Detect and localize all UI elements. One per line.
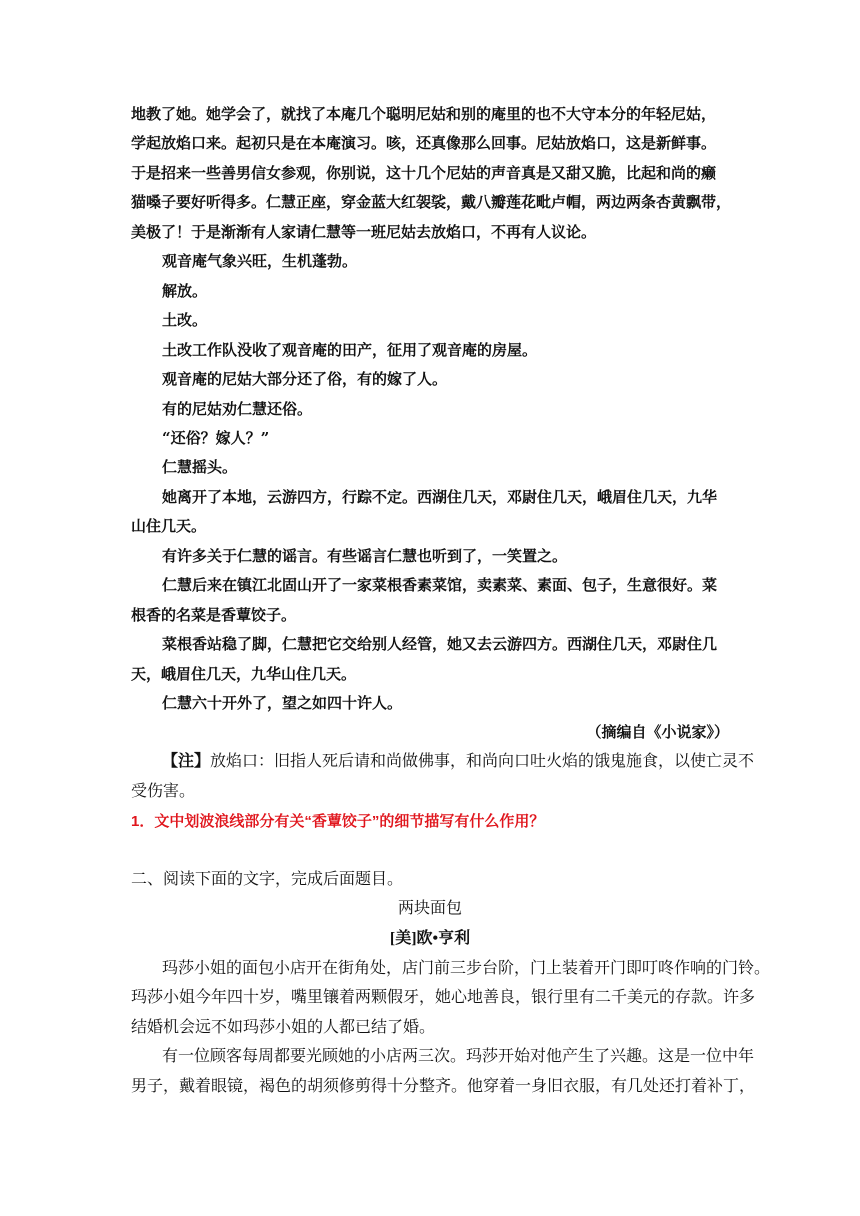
passage-line: 仁慧摇头。 [162,458,238,476]
story-line: 有一位顾客每周都要光顾她的小店两三次。玛莎开始对他产生了兴趣。这是一位中年 [162,1048,755,1065]
passage-line: 菜根香站稳了脚，仁慧把它交给别人经管，她又去云游四方。西湖住几天，邓尉住几 [162,635,718,653]
passage-line: 地教了她。她学会了，就找了本庵几个聪明尼姑和别的庵里的也不大守本分的年轻尼姑， [131,105,717,123]
passage-line: 仁慧后来在镇江北固山开了一家菜根香素菜馆，卖素菜、素面、包子，生意很好。菜 [162,576,718,594]
footnote [162,752,754,772]
passage-line: 仁慧六十开外了，望之如四十许人。 [162,694,403,712]
footnote-continuation: 受伤害。 [131,783,196,800]
passage-line: 解放。 [162,282,208,300]
passage-line: 土改。 [162,311,208,329]
passage-line: 有许多关于仁慧的谣言。有些谣言仁慧也听到了，一笑置之。 [162,547,568,565]
footnote-text: 放焰口：旧指人死后请和尚做佛事，和尚向口吐火焰的饿鬼施食，以使亡灵不 [210,753,755,770]
source-citation: （摘编自《小说家》） [586,723,729,741]
passage-line: 观音庵气象兴旺，生机蓬勃。 [162,252,358,270]
question-1: 1．文中划波浪线部分有关“香蕈饺子”的细节描写有什么作用？ [131,813,545,830]
passage-line: 天，峨眉住几天，九华山住几天。 [131,665,357,683]
passage-line: 猫嗓子要好听得多。仁慧正座，穿金蓝大红袈裟，戴八瓣莲花毗卢帽，两边两条杏黄飘带， [131,193,732,211]
story-line: 玛莎小姐今年四十岁，嘴里镶着两颗假牙，她心地善良，银行里有二千美元的存款。许多 [131,989,756,1006]
passage-line: 土改工作队没收了观音庵的田产，征用了观音庵的房屋。 [162,341,538,359]
passage-line: 美极了！于是渐渐有人家请仁慧等一班尼姑去放焰口，不再有人议论。 [131,223,597,241]
section-instruction: 二、阅读下面的文字，完成后面题目。 [131,871,404,888]
passage-line: 山住几天。 [131,517,207,535]
passage-line: 观音庵的尼姑大部分还了俗，有的嫁了人。 [162,370,448,388]
passage-line: 学起放焰口来。起初只是在本庵演习。咳，还真像那么回事。尼姑放焰口，这是新鲜事。 [131,134,717,152]
story-line: 玛莎小姐的面包小店开在街角处，店门前三步台阶，门上装着开门即叮咚作响的门铃。 [162,960,771,977]
passage-line: 于是招来一些善男信女参观，你别说，这十几个尼姑的声音真是又甜又脆，比起和尚的癞 [131,164,717,182]
story-line: 结婚机会远不如玛莎小姐的人都已结了婚。 [131,1019,436,1036]
footnote-tag: 【注】 [162,753,211,770]
passage-line: 有的尼姑劝仁慧还俗。 [162,400,313,418]
story-line: 男子，戴着眼镜，褐色的胡须修剪得十分整齐。他穿着一身旧衣服，有几处还打着补丁， [131,1078,756,1095]
passage-line: 她离开了本地，云游四方，行踪不定。西湖住几天，邓尉住几天，峨眉住几天，九华 [162,488,718,506]
story-title: 两块面包 [397,900,462,917]
passage-line: 根香的名菜是香蕈饺子。 [131,606,297,624]
story-author: [美]欧•亨利 [389,930,471,947]
passage-line: “还俗？嫁人？” [162,429,270,447]
